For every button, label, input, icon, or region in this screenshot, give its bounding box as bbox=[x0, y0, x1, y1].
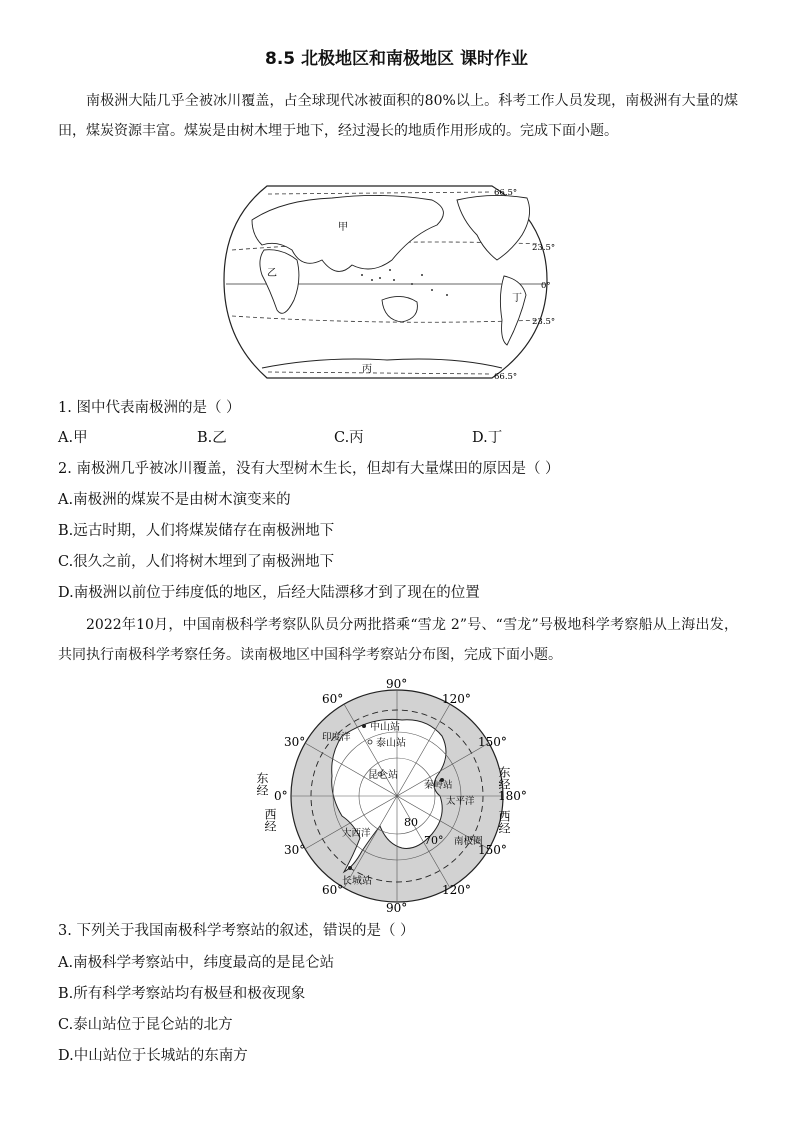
region-label-bing: 丙 bbox=[362, 364, 372, 375]
q2-option-d[interactable]: D.南极洲以前位于纬度低的地区，后经大陆漂移才到了现在的位置 bbox=[58, 585, 480, 601]
q1-option-a[interactable]: A.甲 bbox=[58, 430, 88, 446]
question-2-stem: 2. 南极洲几乎被冰川覆盖，没有大型树木生长，但却有大量煤田的原因是（ ） bbox=[58, 461, 560, 477]
station-changcheng-label: 长城站 bbox=[342, 876, 372, 887]
question-1-stem: 1. 图中代表南极洲的是（ ） bbox=[58, 400, 241, 416]
station-qinling-label: 秦岭站 bbox=[424, 780, 453, 791]
q1-option-b[interactable]: B.乙 bbox=[197, 430, 227, 446]
region-label-yi: 乙 bbox=[267, 268, 277, 279]
q1-option-d[interactable]: D.丁 bbox=[472, 430, 503, 446]
lat-label-23n: 23.5° bbox=[532, 243, 556, 253]
antarctica-station-map bbox=[255, 676, 532, 916]
east-longitude-label-right: 东经 bbox=[497, 766, 511, 790]
q2-option-b[interactable]: B.远古时期，人们将煤炭储存在南极洲地下 bbox=[58, 523, 335, 539]
west-longitude-label-right: 西经 bbox=[497, 810, 511, 834]
lat-label-0: 0° bbox=[541, 281, 551, 291]
lon-label-150-right: 150° bbox=[478, 735, 507, 749]
lon-label-150-bottom-right: 150° bbox=[478, 843, 507, 857]
lon-label-bottom-90: 90° bbox=[386, 901, 408, 915]
lon-label-30-bottom: 30° bbox=[284, 843, 306, 857]
lat-label-66n: 66.5° bbox=[494, 188, 518, 198]
page-title: 8.5 北极地区和南极地区 课时作业 bbox=[265, 49, 528, 69]
q3-option-a[interactable]: A.南极科学考察站中，纬度最高的是昆仑站 bbox=[58, 955, 335, 971]
question-3-stem: 3. 下列关于我国南极科学考察站的叙述，错误的是（ ） bbox=[58, 923, 415, 939]
q3-option-b[interactable]: B.所有科学考察站均有极昼和极夜现象 bbox=[58, 986, 306, 1002]
lat-label-80: 80 bbox=[404, 816, 418, 829]
q3-option-d[interactable]: D.中山站位于长城站的东南方 bbox=[58, 1048, 248, 1064]
q3-option-c[interactable]: C.泰山站位于昆仑站的北方 bbox=[58, 1017, 233, 1033]
east-longitude-label-left: 东经 bbox=[255, 772, 269, 796]
region-label-jia: 甲 bbox=[338, 222, 348, 233]
ocean-label-atlantic: 大西洋 bbox=[342, 828, 371, 839]
station-changcheng-marker bbox=[348, 866, 352, 870]
lat-label-70: 70° bbox=[424, 834, 444, 847]
lon-label-60-bottom: 60° bbox=[322, 883, 344, 897]
lon-label-120-top: 120° bbox=[442, 692, 471, 706]
lat-label-23s: 23.5° bbox=[532, 317, 556, 327]
q2-option-c[interactable]: C.很久之前，人们将树木埋到了南极洲地下 bbox=[58, 554, 335, 570]
ocean-label-indian: 印度洋 bbox=[322, 732, 351, 743]
ocean-label-pacific: 太平洋 bbox=[446, 796, 475, 807]
q2-option-a[interactable]: A.南极洲的煤炭不是由树木演变来的 bbox=[58, 492, 291, 508]
intro-paragraph-1: 南极洲大陆几乎全被冰川覆盖，占全球现代冰被面积的80%以上。科考工作人员发现，南极洲有大量的煤田，煤炭资源丰富。煤炭是由树木埋于地下，经过漫长的地质作用形成的。完成下面小题。 bbox=[58, 93, 738, 139]
intro-paragraph-2: 2022年10月，中国南极科学考察队队员分两批搭乘“雪龙 2”号、“雪龙”号极地科学考察船从上海出发，共同执行南极科学考察任务。读南极地区中国科学考察站分布图，完成下面小题。 bbox=[58, 617, 738, 663]
lon-label-180: 180° bbox=[498, 789, 527, 803]
station-kunlun-label: 昆仑站 bbox=[368, 770, 398, 781]
antarctic-circle-label: 南极圈 bbox=[454, 836, 483, 847]
lon-label-60-top: 60° bbox=[322, 692, 344, 706]
lon-label-0: 0° bbox=[274, 789, 288, 803]
lat-label-66s: 66.5° bbox=[494, 372, 518, 382]
lon-label-30-top: 30° bbox=[284, 735, 306, 749]
lon-label-top-90: 90° bbox=[386, 677, 408, 691]
region-label-ding: 丁 bbox=[512, 293, 522, 304]
west-longitude-label-left: 西经 bbox=[263, 808, 277, 832]
lon-label-120-bottom: 120° bbox=[442, 883, 471, 897]
station-zhongshan-marker bbox=[362, 724, 366, 728]
station-zhongshan-label: 中山站 bbox=[370, 722, 400, 733]
station-taishan-label: 泰山站 bbox=[376, 738, 406, 749]
world-map-figure bbox=[222, 180, 562, 385]
q1-option-c[interactable]: C.丙 bbox=[334, 430, 364, 446]
